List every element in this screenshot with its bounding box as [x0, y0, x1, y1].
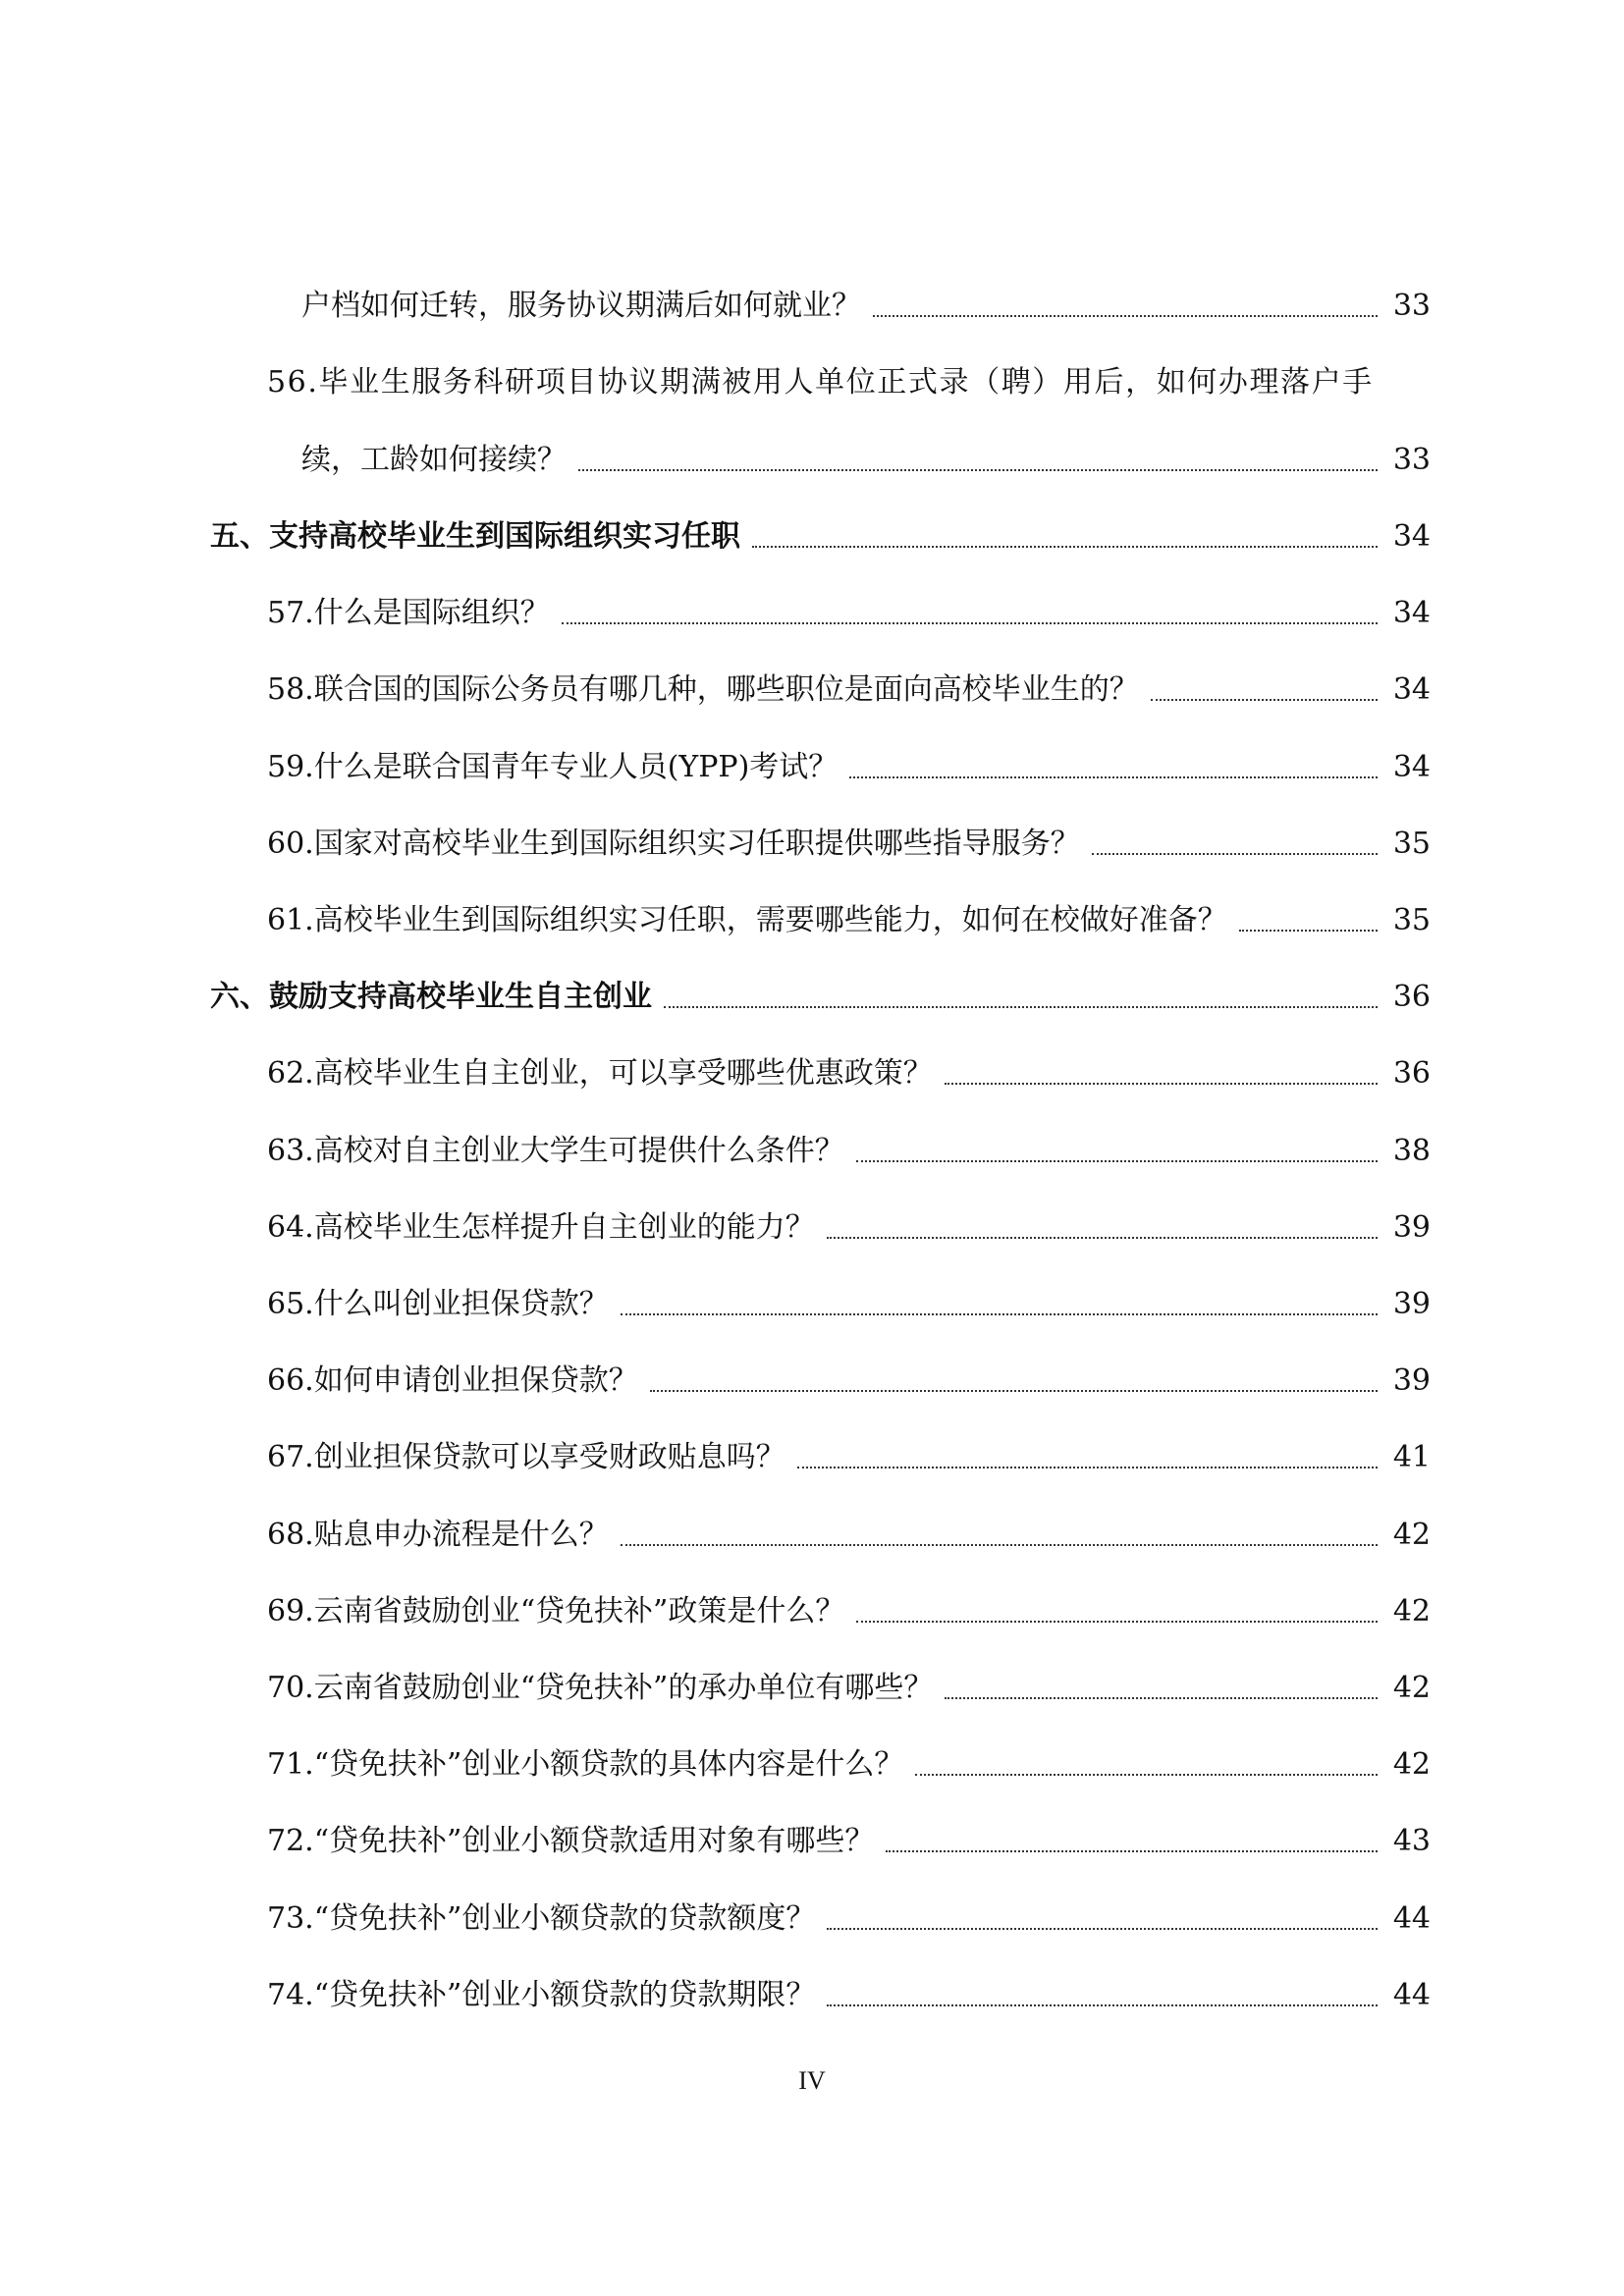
- toc-entry[interactable]: [0, 1954, 1624, 2013]
- toc-entry[interactable]: [0, 1800, 1624, 1859]
- page-number: IV: [798, 2066, 826, 2095]
- toc-entry-page: 42: [1392, 1747, 1431, 1782]
- toc-entry-page: 38: [1392, 1134, 1431, 1168]
- toc-entry-page: 34: [1392, 596, 1431, 630]
- dot-leader: [664, 1006, 1378, 1008]
- toc-entry[interactable]: [0, 1416, 1624, 1475]
- dot-leader: [1151, 699, 1378, 701]
- toc-entry-title: 73.“贷免扶补”创业小额贷款的贷款额度？: [267, 1901, 816, 1936]
- toc-entry-title: 68.贴息申办流程是什么？: [267, 1518, 609, 1552]
- toc-entry-page: 39: [1392, 1287, 1431, 1321]
- toc-section-title: 五、支持高校毕业生到国际组织实习任职: [210, 519, 740, 554]
- toc-entry-page: 35: [1392, 827, 1431, 861]
- toc-entry[interactable]: [0, 1033, 1624, 1092]
- toc-entry-title: 74.“贷免扶补”创业小额贷款的贷款期限？: [267, 1978, 816, 2012]
- toc-entry-title: 56.毕业生服务科研项目协议期满被用人单位正式录（聘）用后，如何办理落户手: [267, 365, 1374, 400]
- dot-leader: [915, 1774, 1378, 1776]
- dot-leader: [650, 1390, 1378, 1392]
- dot-leader: [621, 1544, 1378, 1546]
- toc-entry-title: 续，工龄如何接续？: [301, 443, 567, 477]
- toc-entry-page: 34: [1392, 750, 1431, 784]
- toc-entry-title: 62.高校毕业生自主创业，可以享受哪些优惠政策？: [267, 1056, 933, 1091]
- toc-entry-title: 70.云南省鼓励创业“贷免扶补”的承办单位有哪些？: [267, 1671, 934, 1705]
- dot-leader: [1239, 930, 1378, 932]
- toc-section-page: 34: [1392, 519, 1431, 554]
- toc-entry-title: 69.云南省鼓励创业“贷免扶补”政策是什么？: [267, 1594, 845, 1629]
- toc-entry-title: 58.联合国的国际公务员有哪几种，哪些职位是面向高校毕业生的？: [267, 672, 1139, 707]
- toc-entry-page: 35: [1392, 903, 1431, 937]
- toc-entry-title: 67.创业担保贷款可以享受财政贴息吗？: [267, 1440, 785, 1474]
- dot-leader: [873, 315, 1378, 317]
- toc-entry-page: 34: [1392, 672, 1431, 707]
- toc-entry[interactable]: [0, 1724, 1624, 1783]
- dot-leader: [827, 1928, 1378, 1930]
- toc-entry[interactable]: [0, 1187, 1624, 1246]
- toc-section[interactable]: [0, 496, 1624, 555]
- toc-entry[interactable]: [0, 1647, 1624, 1706]
- toc-entry-title: 59.什么是联合国青年专业人员(YPP)考试？: [267, 750, 839, 784]
- dot-leader: [621, 1313, 1378, 1315]
- dot-leader: [945, 1697, 1378, 1699]
- toc-entry-page: 41: [1392, 1440, 1431, 1474]
- toc-entry-title: 64.高校毕业生怎样提升自主创业的能力？: [267, 1210, 815, 1245]
- toc-entry[interactable]: [0, 342, 1624, 400]
- dot-leader: [1092, 853, 1378, 855]
- dot-leader: [797, 1467, 1378, 1468]
- toc-entry-page: 43: [1392, 1824, 1431, 1858]
- toc-entry-title: 72.“贷免扶补”创业小额贷款适用对象有哪些？: [267, 1824, 875, 1858]
- toc-section-page: 36: [1392, 980, 1431, 1014]
- toc-entry-page: 42: [1392, 1671, 1431, 1705]
- toc-entry-page: 36: [1392, 1056, 1431, 1091]
- dot-leader: [945, 1083, 1378, 1085]
- toc-entry[interactable]: [0, 1263, 1624, 1322]
- toc-entry-page: 42: [1392, 1594, 1431, 1629]
- toc-entry-page: 44: [1392, 1901, 1431, 1936]
- toc-entry-page: 39: [1392, 1210, 1431, 1245]
- toc-entry[interactable]: [0, 880, 1624, 938]
- dot-leader: [827, 2004, 1378, 2006]
- dot-leader: [562, 622, 1378, 624]
- toc-entry[interactable]: [0, 572, 1624, 631]
- toc-entry-page: 39: [1392, 1363, 1431, 1398]
- toc-entry-title: 户档如何迁转，服务协议期满后如何就业？: [301, 289, 861, 323]
- toc-entry-page: 33: [1392, 289, 1431, 323]
- toc-entry-page: 44: [1392, 1978, 1431, 2012]
- dot-leader: [827, 1237, 1378, 1239]
- toc-entry[interactable]: [0, 1878, 1624, 1937]
- dot-leader: [886, 1850, 1378, 1852]
- dot-leader: [849, 776, 1378, 778]
- toc-entry[interactable]: [0, 1494, 1624, 1553]
- dot-leader: [856, 1621, 1378, 1623]
- toc-entry[interactable]: [0, 803, 1624, 862]
- toc-entry[interactable]: [0, 1571, 1624, 1629]
- toc-entry[interactable]: [0, 1110, 1624, 1169]
- toc-entry-title: 63.高校对自主创业大学生可提供什么条件？: [267, 1134, 844, 1168]
- toc-entry-title: 66.如何申请创业担保贷款？: [267, 1363, 638, 1398]
- toc-entry[interactable]: [0, 649, 1624, 708]
- toc-entry[interactable]: [0, 265, 1624, 324]
- toc-entry[interactable]: [0, 726, 1624, 785]
- toc-entry[interactable]: [0, 419, 1624, 478]
- toc-entry[interactable]: [0, 1340, 1624, 1399]
- toc-entry-title: 60.国家对高校毕业生到国际组织实习任职提供哪些指导服务？: [267, 827, 1080, 861]
- toc-entry-page: 33: [1392, 443, 1431, 477]
- toc-section-title: 六、鼓励支持高校毕业生自主创业: [210, 980, 652, 1014]
- toc-entry-title: 61.高校毕业生到国际组织实习任职，需要哪些能力，如何在校做好准备？: [267, 903, 1227, 937]
- toc-entry-title: 65.什么叫创业担保贷款？: [267, 1287, 609, 1321]
- toc-section[interactable]: [0, 956, 1624, 1015]
- toc-entry-page: 42: [1392, 1518, 1431, 1552]
- toc-entry-title: 57.什么是国际组织？: [267, 596, 550, 630]
- dot-leader: [578, 469, 1378, 471]
- dot-leader: [856, 1160, 1378, 1162]
- dot-leader: [752, 546, 1378, 548]
- toc-entry-title: 71.“贷免扶补”创业小额贷款的具体内容是什么？: [267, 1747, 904, 1782]
